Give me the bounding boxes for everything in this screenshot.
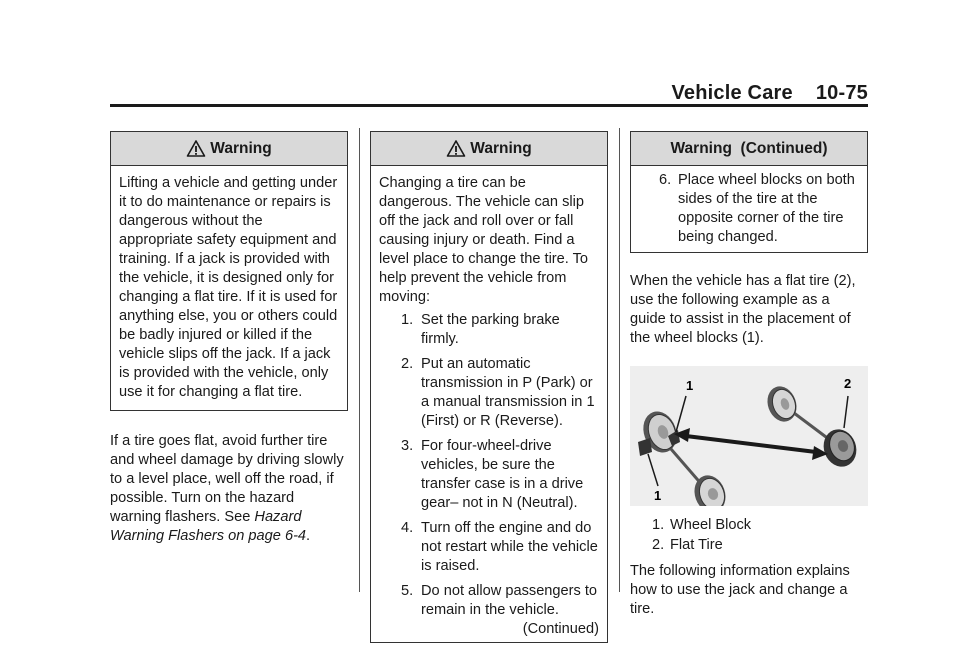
warning-header xyxy=(631,132,867,166)
legend-number: 1. xyxy=(652,517,665,533)
figure-legend xyxy=(630,516,868,555)
page-header xyxy=(110,84,868,107)
warning-title: Warning xyxy=(470,140,532,157)
warning-title: Warning (Continued) xyxy=(670,140,828,157)
step-text: Set the parking brake firmly. xyxy=(421,312,560,347)
column-divider xyxy=(619,128,620,592)
warning-box xyxy=(370,131,608,643)
step-number: 6. xyxy=(659,172,672,188)
body-text: If a tire goes flat, avoid further tire and wheel damage by driving slowly to a level place, well off the road, if possible. Turn on the hazard warning flashers. See xyxy=(110,433,344,525)
legend-item xyxy=(630,536,868,555)
list-item xyxy=(379,519,599,576)
list-item xyxy=(379,582,599,620)
warning-triangle-icon xyxy=(446,139,466,159)
list-item xyxy=(379,437,599,513)
body-paragraph: When the vehicle has a flat tire (2), use the following example as a guide to assist in the placement of the wheel blocks (1). xyxy=(630,273,856,346)
warning-intro: Changing a tire can be dangerous. The vehicle can slip off the jack and roll over or fall causing injury or death. Find a level place to change the tire. To help prevent the vehicle from moving: xyxy=(379,175,589,305)
step-text: Place wheel blocks on both sides of the tire at the opposite corner of the tire being changed. xyxy=(678,172,855,245)
callout-flat-tire: 2 xyxy=(844,376,852,391)
step-list xyxy=(379,311,599,620)
legend-text: Wheel Block xyxy=(670,517,752,533)
closing-paragraph: The following information explains how to use the jack and change a tire. xyxy=(630,563,850,617)
callout-wheel-block-bottom: 1 xyxy=(654,488,662,503)
warning-text: Lifting a vehicle and getting under it to do maintenance or repairs is dangerous without the appropriate safety equipment and training. If a jack is provided with the vehicle, it is designed only for changing a flat tire. If it is used for anything else, you or others could be badly injured or killed if the vehicle slips off the jack. If a jack is provided with the vehicle, only use it for changing a flat tire. xyxy=(119,175,338,400)
legend-item xyxy=(630,516,868,535)
body-paragraph xyxy=(110,432,348,546)
warning-title: Warning xyxy=(210,140,272,157)
legend-number: 2. xyxy=(652,537,665,553)
warning-body xyxy=(631,166,867,252)
step-text: Turn off the engine and do not restart while the vehicle is raised. xyxy=(421,520,598,574)
warning-body xyxy=(111,166,347,410)
step-list xyxy=(639,171,859,247)
step-number: 2. xyxy=(401,356,414,372)
warning-triangle-icon xyxy=(186,139,206,159)
list-item xyxy=(379,311,599,349)
list-item xyxy=(639,171,859,247)
step-number: 4. xyxy=(401,520,414,536)
continued-label: (Continued) xyxy=(522,621,599,637)
body-end: . xyxy=(306,528,311,544)
step-text: For four-wheel-drive vehicles, be sure the transfer case is in a drive gear– not in N (Neutral). xyxy=(421,438,584,511)
step-number: 5. xyxy=(401,583,414,599)
warning-box xyxy=(630,131,868,253)
column-3 xyxy=(630,131,868,619)
warning-body xyxy=(371,166,607,642)
page-title: Vehicle Care 10-75 xyxy=(671,82,868,104)
warning-header xyxy=(371,132,607,166)
wheel-block-diagram xyxy=(630,366,868,506)
step-text: Do not allow passengers to remain in the vehicle. xyxy=(421,583,598,618)
warning-box xyxy=(110,131,348,411)
column-1 xyxy=(110,131,348,546)
step-number: 1. xyxy=(401,312,414,328)
cross-reference-link[interactable]: Hazard Warning Flashers on page 6-4 xyxy=(110,509,307,544)
step-number: 3. xyxy=(401,438,414,454)
callout-wheel-block-top: 1 xyxy=(686,378,694,393)
warning-header xyxy=(111,132,347,166)
column-divider xyxy=(359,128,360,592)
legend-text: Flat Tire xyxy=(670,537,723,553)
step-text: Put an automatic transmission in P (Park) or a manual transmission in 1 (First) or R (Reverse). xyxy=(421,356,595,429)
list-item xyxy=(379,355,599,431)
column-2 xyxy=(370,131,608,643)
